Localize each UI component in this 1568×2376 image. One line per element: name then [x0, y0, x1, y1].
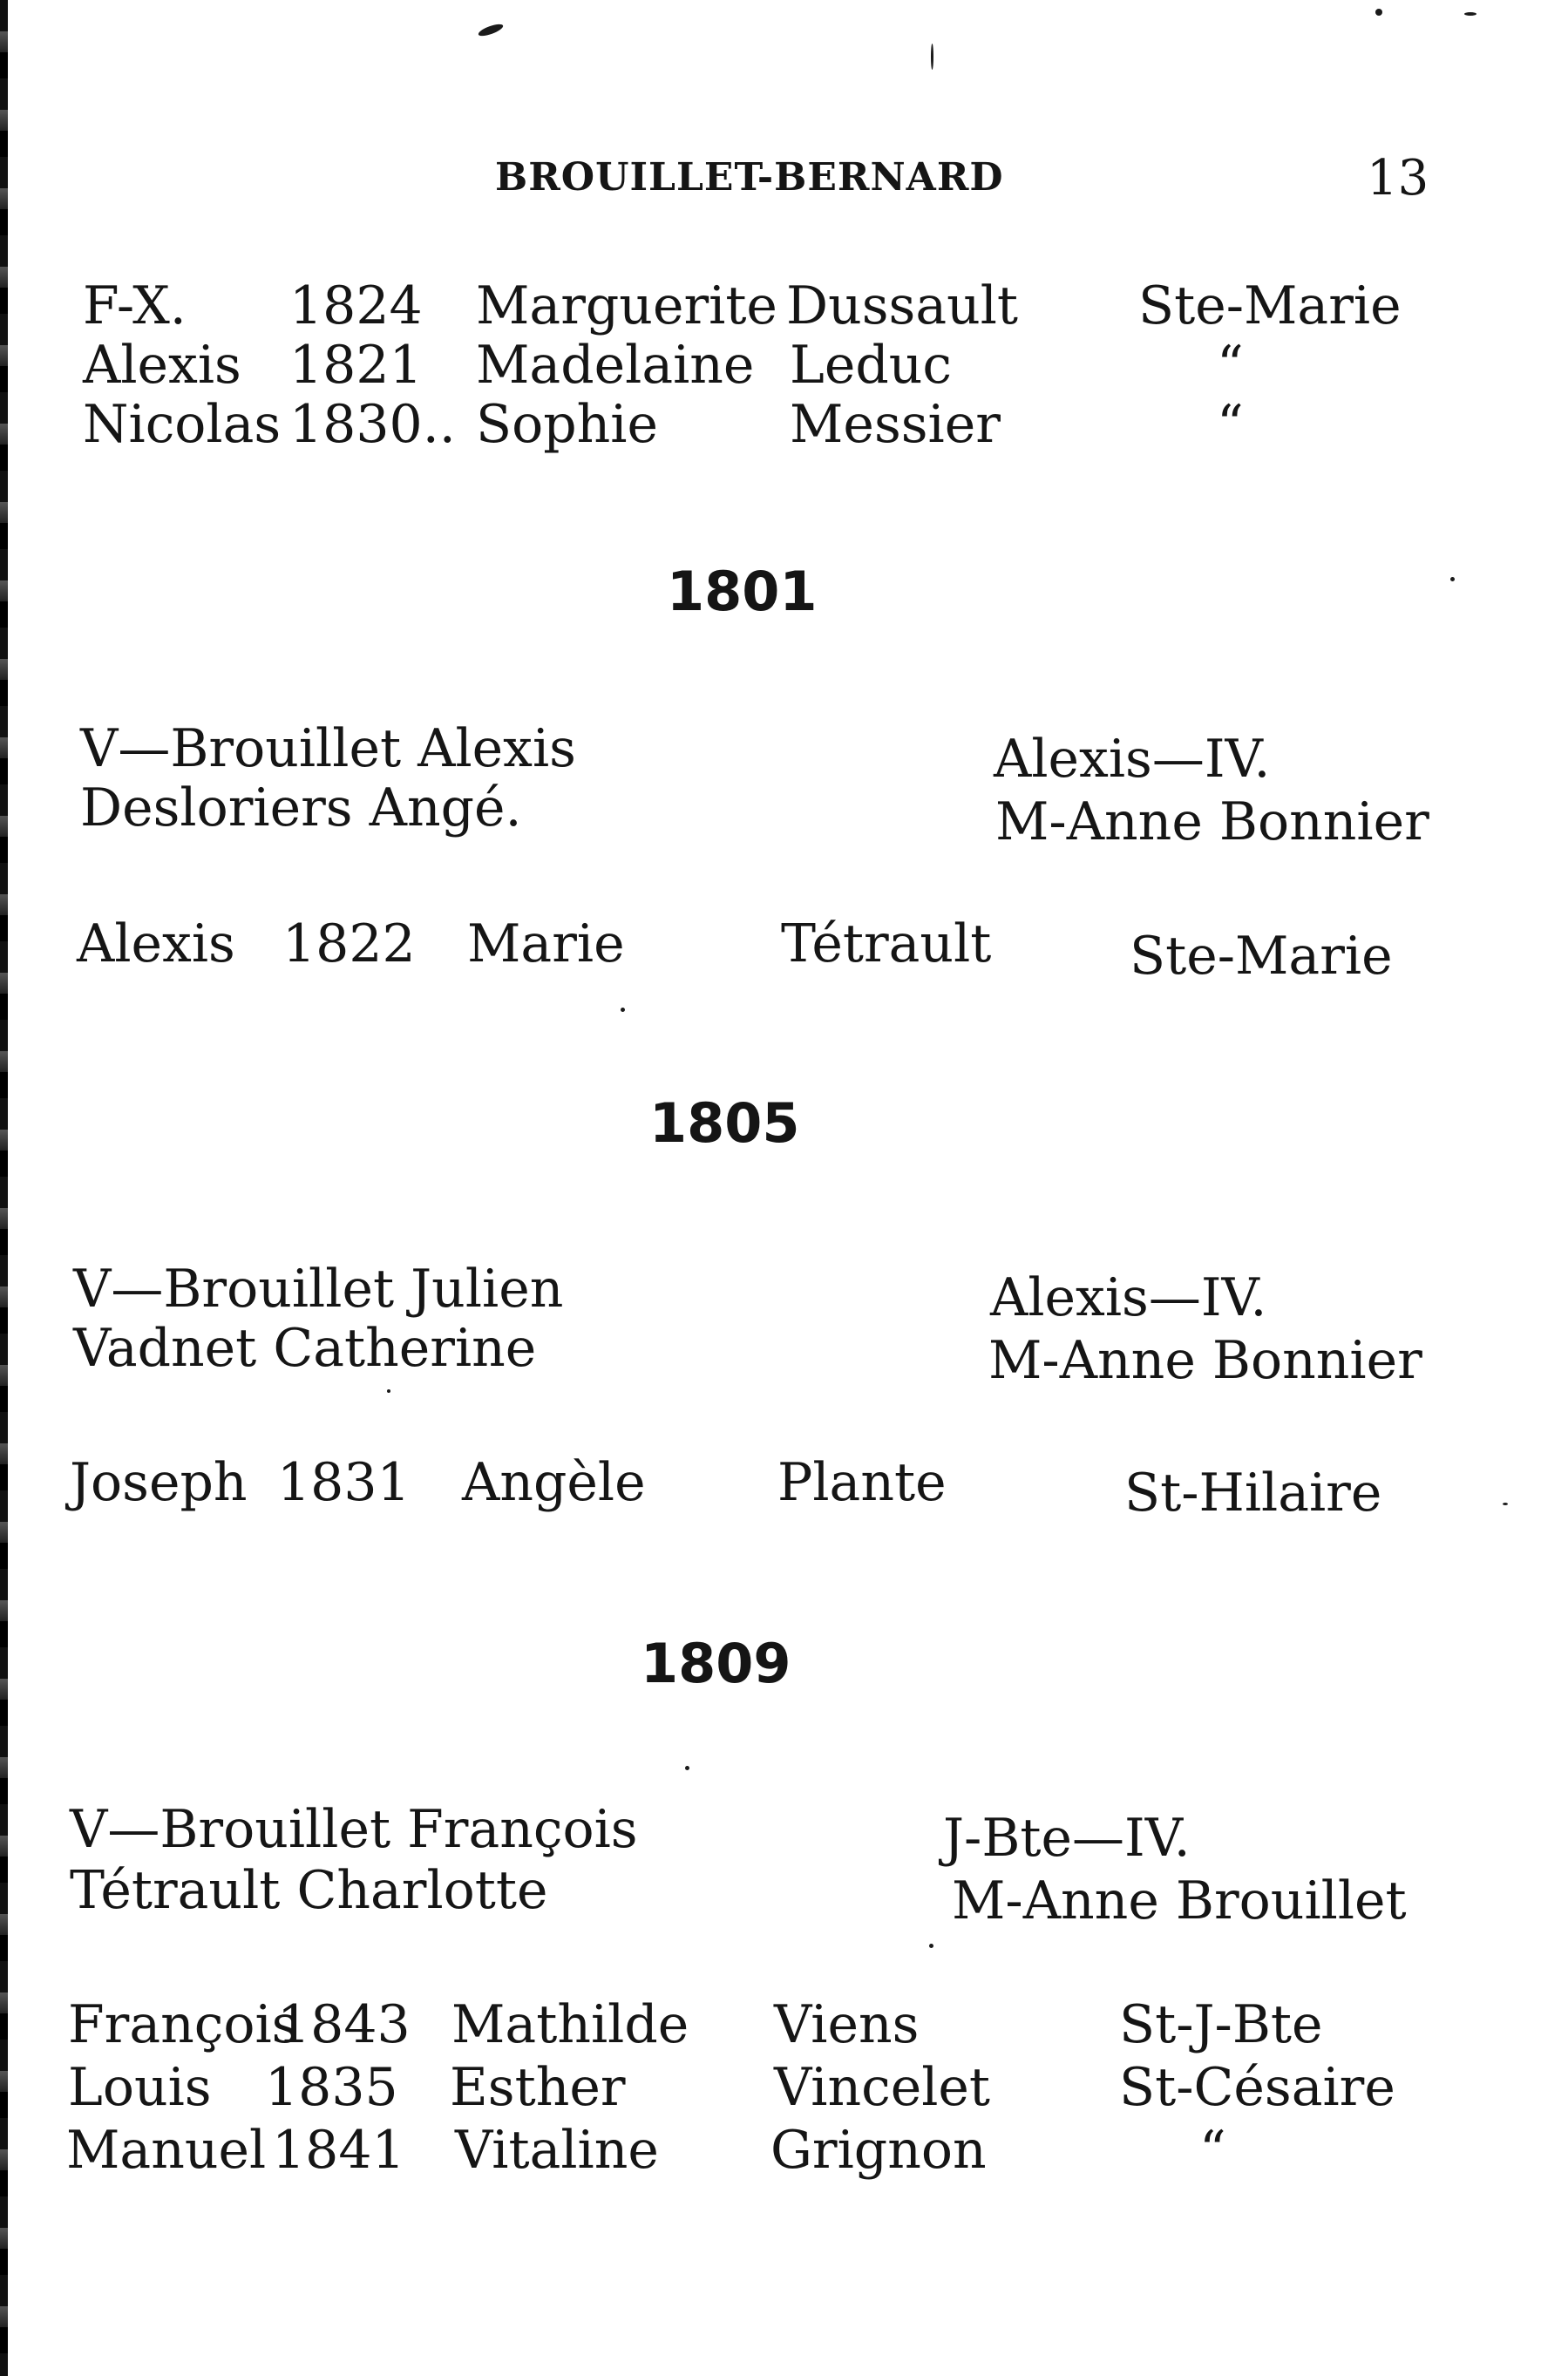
spouse-first-name: Marie — [467, 913, 625, 974]
scan-speck — [931, 44, 933, 70]
parish: “ — [1217, 335, 1244, 396]
husband-father: Alexis—IV. — [990, 1267, 1267, 1328]
child-row — [0, 335, 1568, 397]
scan-speck — [387, 1389, 390, 1393]
page-header — [0, 150, 1568, 216]
child-row — [0, 275, 1568, 338]
parish: “ — [1217, 394, 1244, 455]
scan-speck — [929, 1944, 933, 1948]
marriage-year: 1841 — [272, 2120, 405, 2181]
spouse-first-name: Madelaine — [476, 335, 755, 396]
husband-father: Alexis—IV. — [994, 729, 1271, 790]
wife-name: Vadnet Catherine — [73, 1318, 537, 1379]
running-head: BROUILLET-BERNARD — [495, 155, 1004, 200]
husband-name: V—Brouillet Alexis — [80, 718, 576, 779]
child-name: Alexis — [77, 913, 235, 974]
husband-name: V—Brouillet François — [70, 1799, 638, 1860]
husband-mother: M-Anne Brouillet — [952, 1870, 1407, 1931]
wife-name: Tétrault Charlotte — [70, 1860, 548, 1921]
marriage-year: 1824 — [289, 275, 423, 336]
parish: St-J-Bte — [1119, 1994, 1323, 2055]
marriage-year: 1830.. — [289, 394, 456, 455]
page-number: 13 — [1367, 150, 1429, 207]
parish: St-Hilaire — [1124, 1463, 1382, 1524]
marriage-year: 1821 — [289, 335, 423, 396]
child-name: Nicolas — [83, 394, 282, 455]
marriage-year: 1831 — [277, 1452, 411, 1513]
child-row — [0, 2120, 1568, 2183]
marriage-year: 1843 — [277, 1994, 411, 2055]
scan-speck — [621, 1008, 625, 1012]
spouse-surname: Vincelet — [774, 2057, 991, 2118]
scan-speck — [1464, 12, 1476, 16]
marriage-year: 1835 — [265, 2057, 398, 2118]
scan-speck — [1375, 9, 1382, 16]
spouse-surname: Tétrault — [781, 913, 992, 974]
child-row — [0, 913, 1568, 987]
spouse-surname: Viens — [774, 1994, 920, 2055]
child-name: François — [68, 1994, 299, 2055]
marriage-year: 1822 — [282, 913, 416, 974]
spouse-surname: Plante — [777, 1452, 947, 1513]
parish: Ste-Marie — [1138, 275, 1402, 336]
spouse-surname: Grignon — [770, 2120, 987, 2181]
spouse-first-name: Marguerite — [476, 275, 777, 336]
husband-mother: M-Anne Bonnier — [995, 791, 1429, 852]
husband-name: V—Brouillet Julien — [73, 1259, 564, 1320]
wife-name: Desloriers Angé. — [80, 777, 522, 838]
spouse-surname: Messier — [790, 394, 1001, 455]
husband-mother: M-Anne Bonnier — [988, 1330, 1422, 1391]
year-heading: 1801 — [667, 560, 818, 623]
child-row — [0, 394, 1568, 457]
year-heading: 1805 — [649, 1091, 800, 1155]
husband-father: J-Bte—IV. — [943, 1808, 1191, 1869]
child-name: F-X. — [83, 275, 187, 336]
parish: “ — [1199, 2120, 1226, 2181]
spouse-surname: Leduc — [790, 335, 953, 396]
spouse-first-name: Vitaline — [455, 2120, 659, 2181]
child-row — [0, 1452, 1568, 1524]
scan-speck — [1450, 577, 1455, 581]
spouse-first-name: Angèle — [462, 1452, 646, 1513]
child-name: Manuel — [66, 2120, 267, 2181]
child-name: Alexis — [83, 335, 241, 396]
spouse-first-name: Mathilde — [451, 1994, 689, 2055]
child-row — [0, 2057, 1568, 2120]
child-name: Louis — [68, 2057, 212, 2118]
spouse-first-name: Sophie — [476, 394, 658, 455]
parish: St-Césaire — [1119, 2057, 1395, 2118]
spouse-first-name: Esther — [450, 2057, 626, 2118]
spouse-surname: Dussault — [786, 275, 1019, 336]
child-row — [0, 1994, 1568, 2057]
scan-speck — [477, 22, 504, 38]
parish: Ste-Marie — [1130, 926, 1393, 987]
scan-speck — [685, 1766, 689, 1770]
year-heading: 1809 — [641, 1632, 791, 1695]
child-name: Joseph — [70, 1452, 248, 1513]
